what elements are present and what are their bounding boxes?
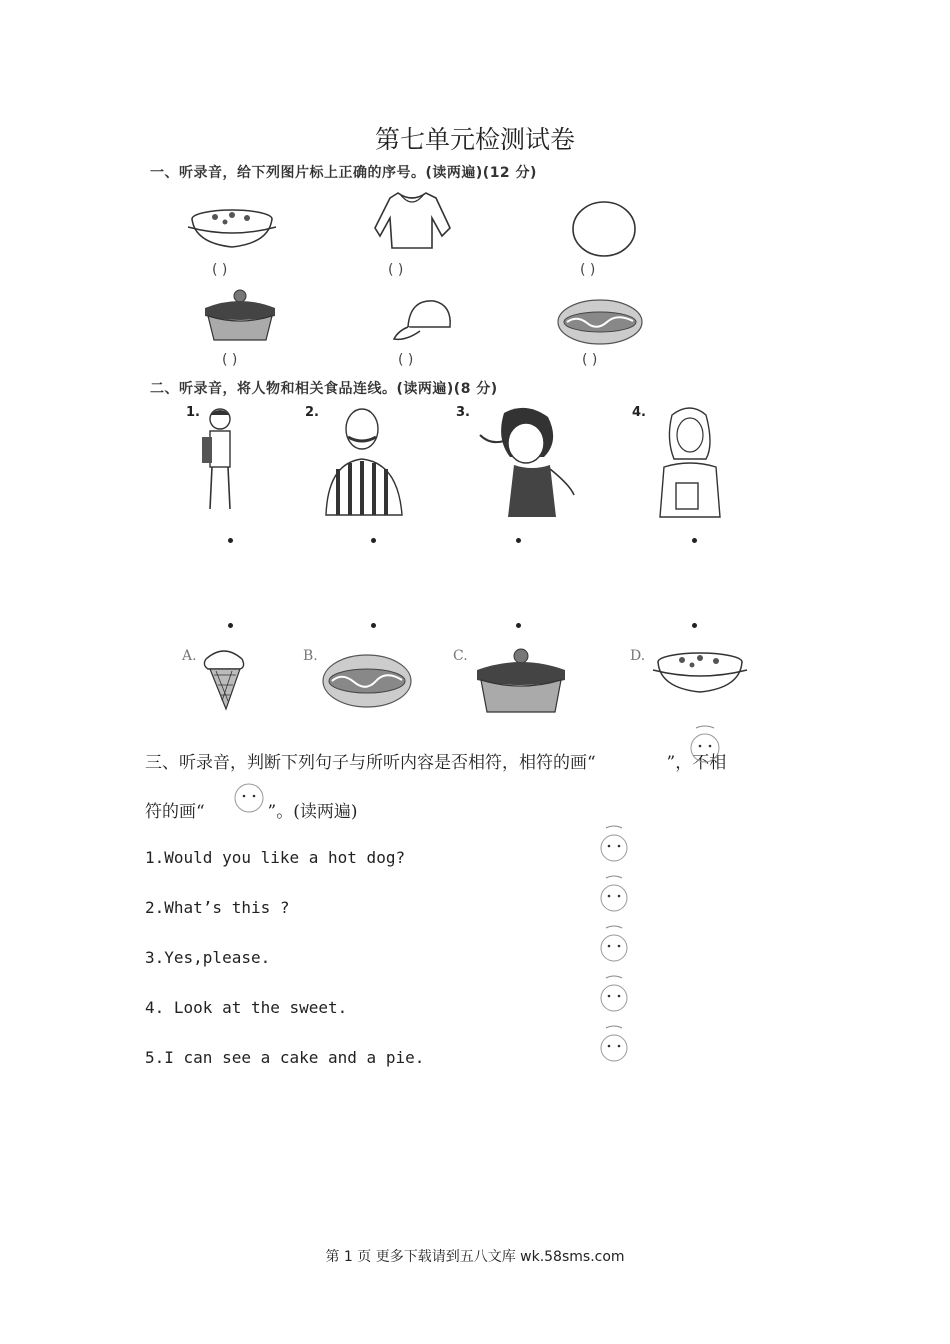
answer-face-icon-1[interactable] [598,824,630,864]
food-letter-a: A. [182,648,197,664]
girl-icon [470,405,580,520]
person-number-2: 2. [305,405,319,420]
person-dot-1[interactable] [228,538,233,543]
section1-heading: 一、听录音，给下列图片标上正确的序号。(读两遍)(12 分) [150,165,537,181]
pie-icon [650,648,750,698]
answer-paren-4[interactable]: ( ) [222,352,238,368]
hotdog-icon [555,295,645,350]
grandpa-icon [318,405,413,520]
answer-paren-1[interactable]: ( ) [212,262,228,278]
sweater-icon [370,188,455,253]
food-letter-d: D. [630,648,646,664]
sentence-4: 4. Look at the sweet. [145,998,348,1017]
section3-line2-start: 符的画“ [145,802,205,822]
answer-paren-5[interactable]: ( ) [398,352,414,368]
food-dot-d[interactable] [692,623,697,628]
section2-heading: 二、听录音，将人物和相关食品连线。(读两遍)(8 分) [150,381,498,397]
food-letter-c: C. [453,648,468,664]
section3-line1 [145,748,726,773]
sad-face-icon [232,782,266,816]
section3-line1-end: ”，不相 [666,753,727,773]
answer-paren-2[interactable]: ( ) [388,262,404,278]
answer-face-icon-3[interactable] [598,924,630,964]
answer-face-icon-4[interactable] [598,974,630,1014]
person-number-4: 4. [632,405,646,420]
food-letter-b: B. [303,648,318,664]
sentence-1: 1.Would you like a hot dog? [145,848,406,867]
person-dot-3[interactable] [516,538,521,543]
pie-icon [185,205,280,253]
sentence-5: 5.I can see a cake and a pie. [145,1048,425,1067]
page-title: 第七单元检测试卷 [374,125,575,154]
cake-icon [200,290,280,345]
answer-paren-3[interactable]: ( ) [580,262,596,278]
egg-icon [570,200,640,260]
cake-icon [473,648,568,716]
hotdog-icon [320,650,415,712]
smile-face-icon [688,724,722,766]
woman-icon [650,405,730,520]
person-number-3: 3. [456,405,470,420]
answer-face-icon-5[interactable] [598,1024,630,1064]
food-dot-c[interactable] [516,623,521,628]
food-dot-a[interactable] [228,623,233,628]
person-dot-4[interactable] [692,538,697,543]
section3-line2-end: ”。(读两遍) [267,802,358,822]
food-dot-b[interactable] [371,623,376,628]
answer-face-icon-2[interactable] [598,874,630,914]
ice-cream-icon [202,645,247,713]
sentence-3: 3.Yes,please. [145,948,271,967]
person-number-1: 1. [186,405,200,420]
section3-line1-start: 三、听录音，判断下列句子与所听内容是否相符，相符的画“ [145,753,596,773]
person-dot-2[interactable] [371,538,376,543]
answer-paren-6[interactable]: ( ) [582,352,598,368]
cap-icon [390,295,455,345]
page-footer: 第 1 页 更多下载请到五八文库 wk.58sms.com [325,1249,625,1265]
sentence-2: 2.What’s this ? [145,898,290,917]
boy-icon [198,405,248,515]
